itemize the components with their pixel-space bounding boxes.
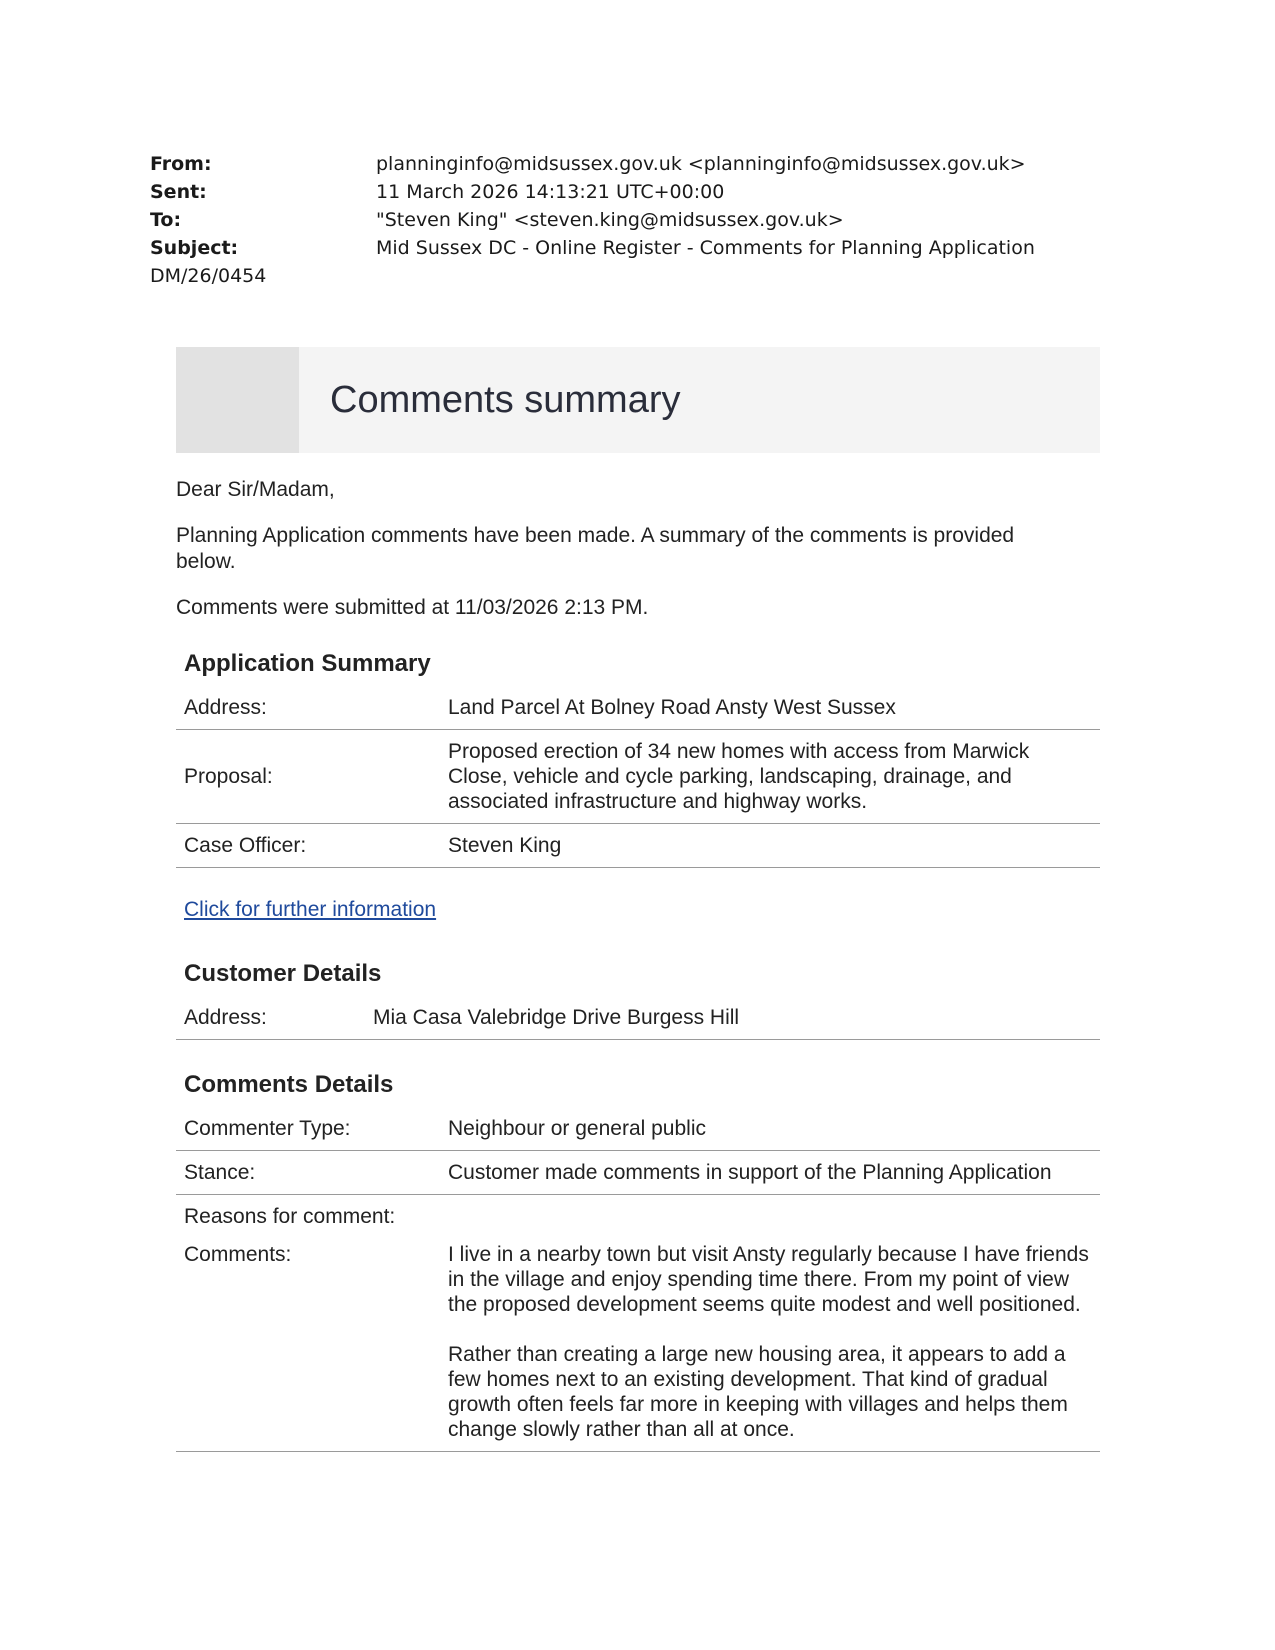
case-officer-value: Steven King (440, 824, 1100, 868)
email-header (150, 150, 1050, 290)
table-row (176, 996, 1100, 1040)
customer-details-table (176, 996, 1100, 1040)
email-sent-row (150, 178, 1050, 206)
banner-title: Comments summary (330, 378, 681, 421)
email-subject-label: Subject: (150, 237, 239, 259)
reasons-label: Reasons for comment: (184, 1205, 396, 1228)
reasons-value (440, 1195, 1100, 1234)
comment-paragraph: Rather than creating a large new housing area, it appears to add a few homes next to an existing development. That kind of gradual growth often feels far more in keeping with villages and helps them change slowly rather than all at once. (448, 1343, 1068, 1441)
table-row (176, 1195, 1100, 1234)
email-to-row (150, 206, 1050, 234)
email-to-value: "Steven King" <steven.king@midsussex.gov.uk> (376, 209, 844, 231)
case-officer-label: Case Officer: (176, 824, 440, 868)
customer-address-value: Mia Casa Valebridge Drive Burgess Hill (365, 996, 1100, 1040)
comment-paragraph: I live in a nearby town but visit Ansty regularly because I have friends in the village and enjoy spending time there. From my point of view the proposed development seems quite modest and well positioned. (448, 1243, 1089, 1316)
table-row (176, 1233, 1100, 1452)
greeting: Dear Sir/Madam, (176, 478, 335, 501)
table-row (176, 824, 1100, 868)
commenter-type-value: Neighbour or general public (440, 1107, 1100, 1151)
further-information-link[interactable]: Click for further information (184, 898, 437, 921)
table-row (176, 1151, 1100, 1195)
proposal-label: Proposal: (176, 730, 440, 824)
email-from-row (150, 150, 1050, 178)
comments-details-heading: Comments Details (184, 1071, 394, 1098)
submitted-text: Comments were submitted at 11/03/2026 2:13 PM. (176, 596, 649, 619)
comments-summary-banner (176, 347, 1100, 453)
email-from-label: From: (150, 153, 212, 175)
customer-details-heading: Customer Details (184, 960, 382, 987)
banner-logo-area (176, 347, 299, 453)
email-from-value: planninginfo@midsussex.gov.uk <planninginfo@midsussex.gov.uk> (376, 153, 1026, 175)
comments-value (440, 1233, 1100, 1452)
stance-label: Stance: (176, 1151, 440, 1195)
address-label: Address: (176, 686, 440, 730)
proposal-value: Proposed erection of 34 new homes with access from Marwick Close, vehicle and cycle parking, landscaping, drainage, and associated infrastructure and highway works. (440, 730, 1100, 824)
email-sent-value: 11 March 2026 14:13:21 UTC+00:00 (376, 181, 725, 203)
email-body (176, 347, 1100, 1452)
comments-details-table (176, 1107, 1100, 1452)
email-sent-label: Sent: (150, 181, 207, 203)
intro-text: Planning Application comments have been made. A summary of the comments is provided below. (176, 524, 1015, 573)
comments-label: Comments: (176, 1233, 440, 1452)
address-value: Land Parcel At Bolney Road Ansty West Sussex (440, 686, 1100, 730)
email-subject-row (150, 234, 1050, 262)
table-row (176, 686, 1100, 730)
email-subject-value: Mid Sussex DC - Online Register - Comments for Planning Application (376, 237, 1035, 259)
commenter-type-label: Commenter Type: (176, 1107, 440, 1151)
email-subject-continuation: DM/26/0454 (150, 265, 267, 287)
email-to-label: To: (150, 209, 182, 231)
stance-value: Customer made comments in support of the Planning Application (440, 1151, 1100, 1195)
application-summary-table (176, 686, 1100, 868)
customer-address-label: Address: (176, 996, 365, 1040)
banner-title-area (299, 347, 1100, 453)
application-summary-heading: Application Summary (184, 650, 431, 677)
table-row (176, 1107, 1100, 1151)
table-row (176, 730, 1100, 824)
